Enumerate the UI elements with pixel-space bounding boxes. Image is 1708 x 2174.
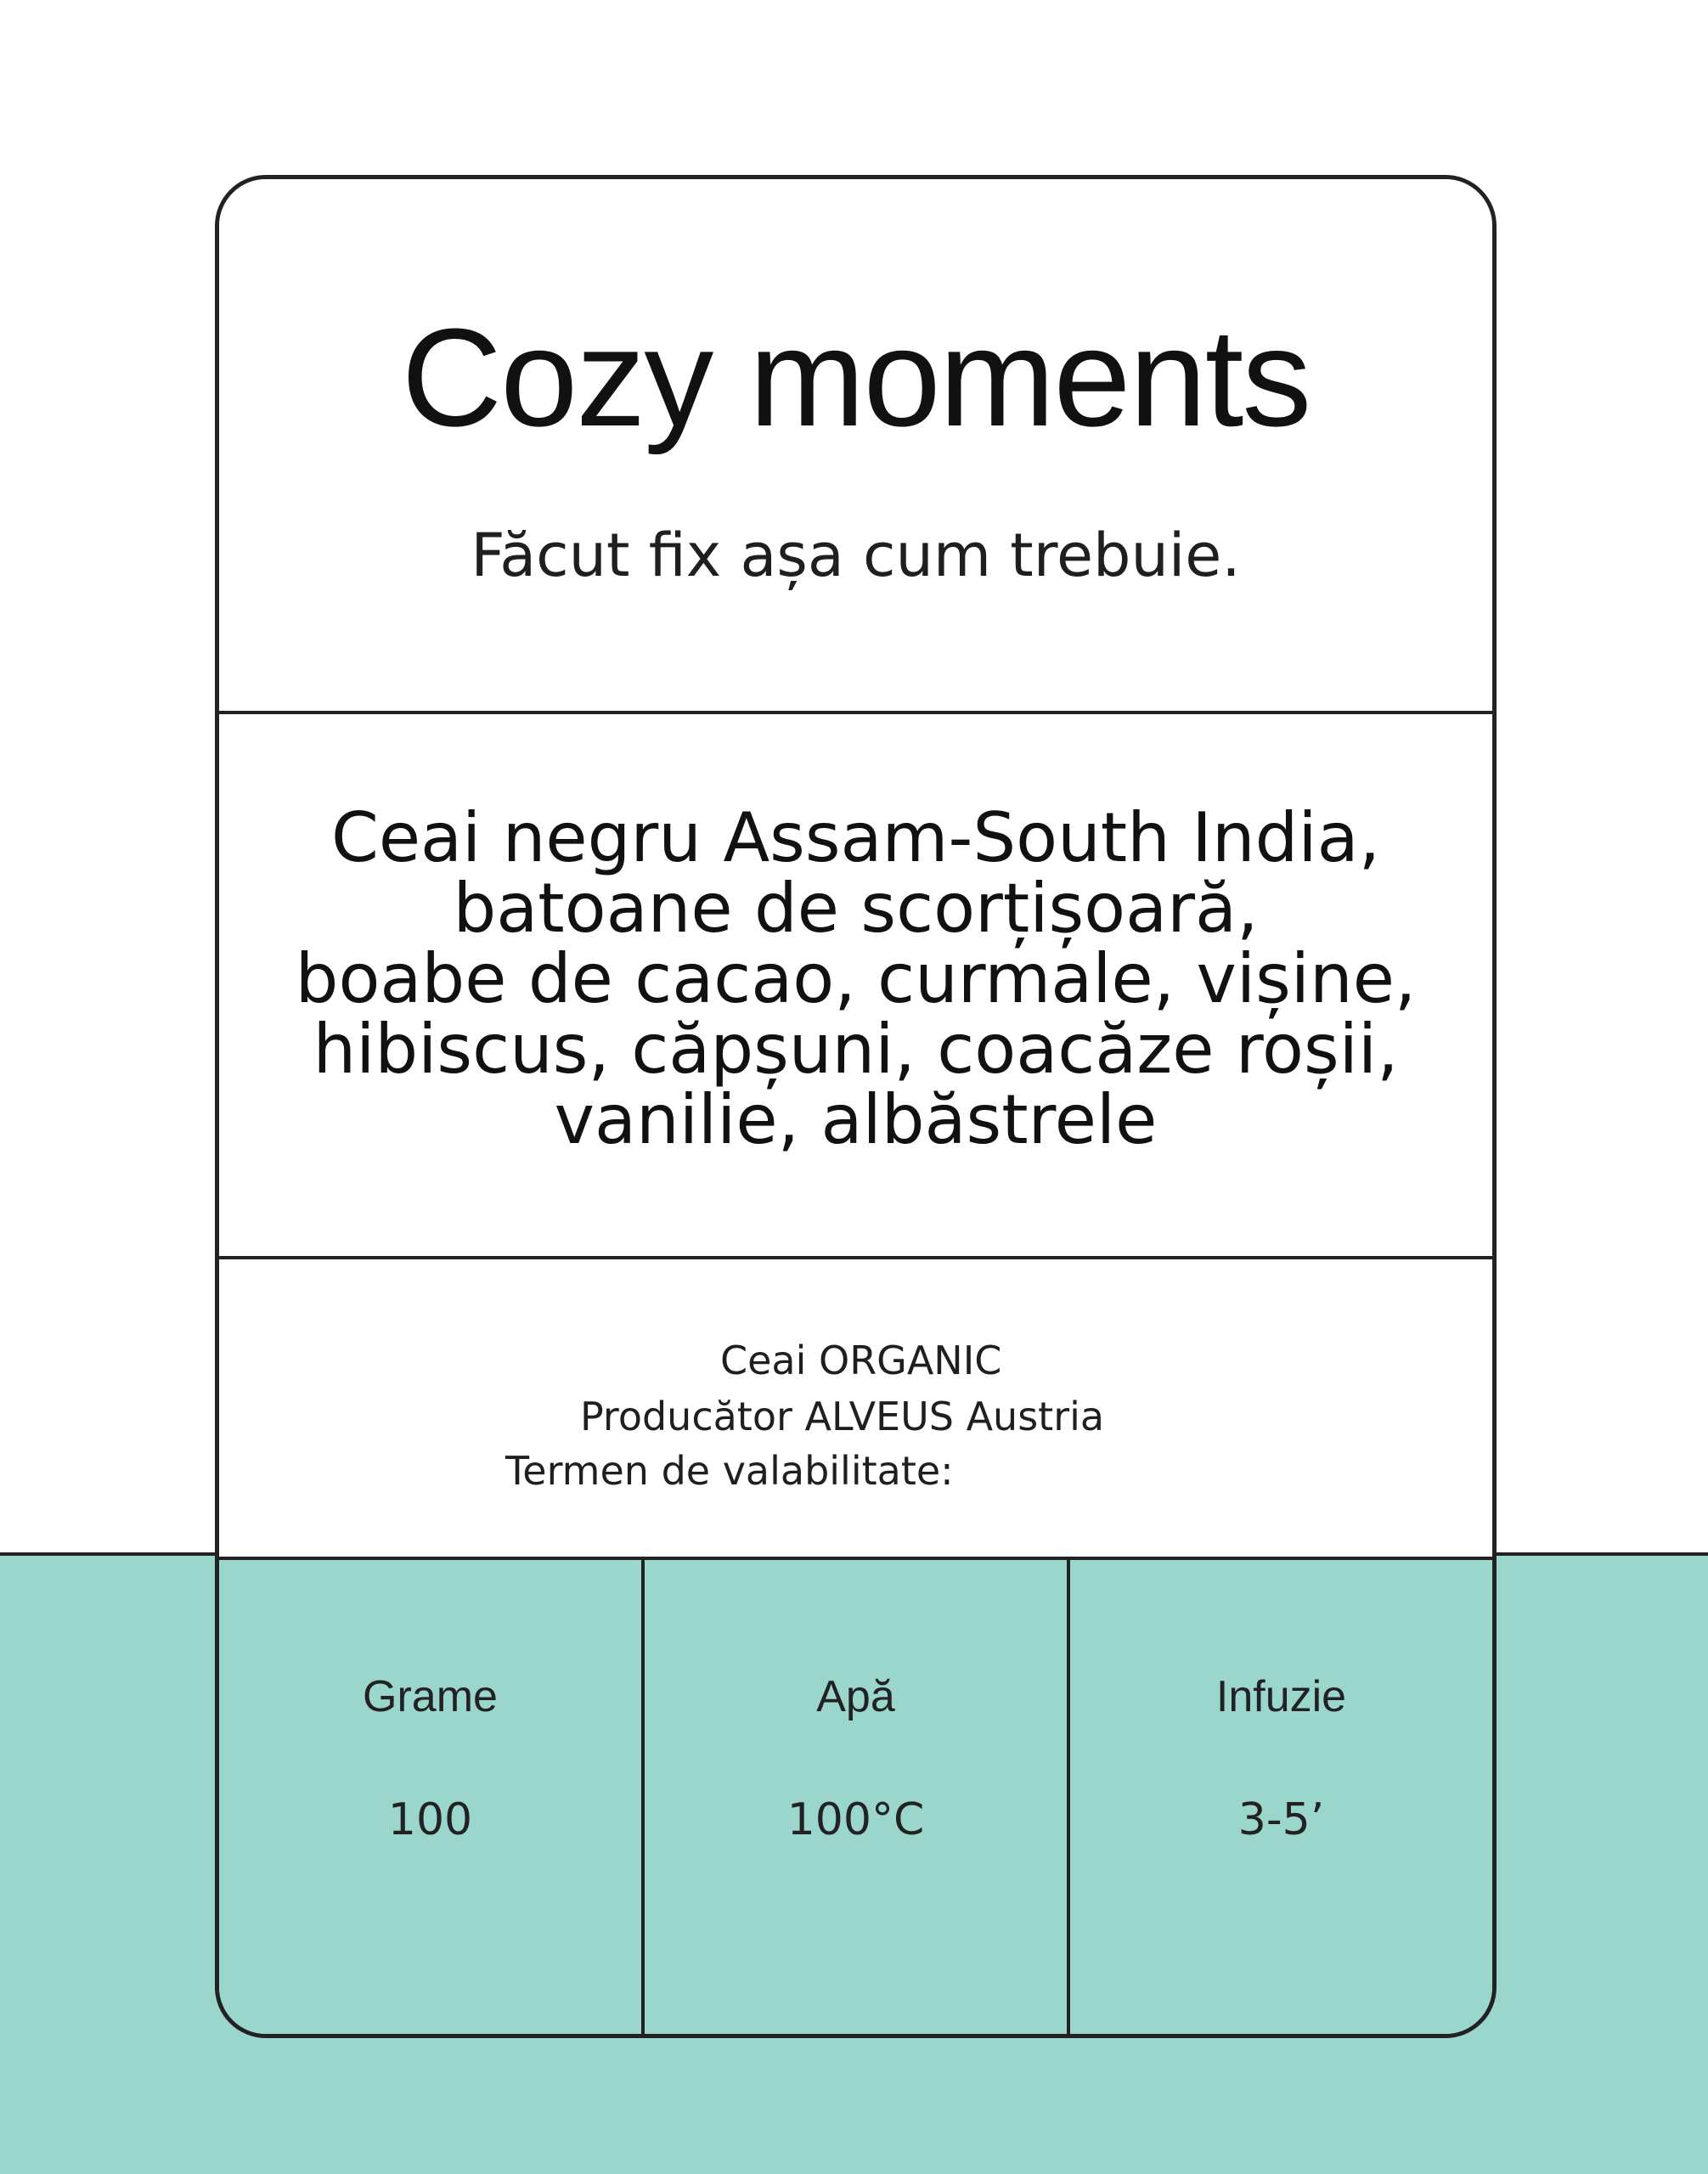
ingredients-line: boabe de cacao, curmale, vișine, [295,939,1417,1018]
ingredients-list [245,798,1467,1159]
ingredients-line: Ceai negru Assam-South India, [330,798,1381,877]
label-upper-area [219,179,1492,1557]
spec-label: Apă [816,1672,895,1721]
specs-section [219,1557,1492,2034]
organic-note: Ceai ORGANIC [720,1338,1002,1383]
specs-columns [219,1560,1492,2034]
spec-value: 100°C [786,1794,925,1845]
ingredients-line: batoane de scorțișoară, [453,869,1259,948]
product-title: Cozy moments [401,300,1311,455]
spec-label: Grame [363,1672,498,1721]
spec-grams [219,1560,645,2034]
info-section [219,1259,1492,1557]
header-section [219,179,1492,714]
spec-infusion [1070,1560,1492,2034]
ingredients-line: vanilie, albăstrele [554,1080,1158,1159]
spec-label: Infuzie [1215,1672,1347,1721]
ingredients-section [219,714,1492,1259]
producer-note: Producător ALVEUS Austria [580,1394,1105,1439]
tea-label-card [215,175,1497,2038]
product-tagline: Făcut fix așa cum trebuie. [471,521,1241,590]
spec-value: 100 [387,1794,473,1845]
expiry-label: Termen de valabilitate: [505,1448,954,1494]
spec-water [645,1560,1070,2034]
spec-value: 3-5’ [1237,1794,1325,1845]
ingredients-line: hibiscus, căpșuni, coacăze roșii, [313,1010,1399,1089]
